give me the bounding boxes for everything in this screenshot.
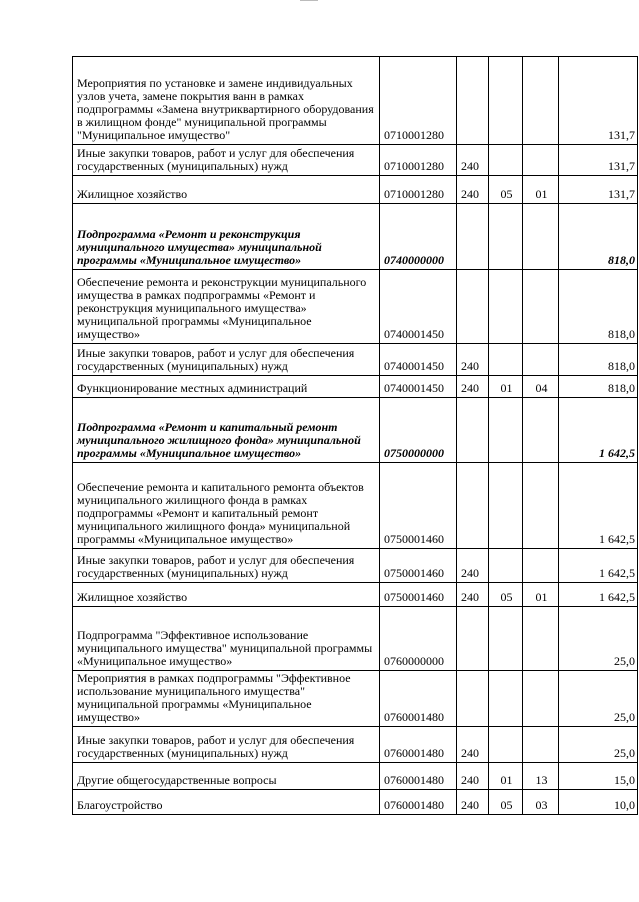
row-name-cell: Подпрограмма "Эффективное использование муниципального имущества" муниципальной программы «Муниципальное имущество»: [73, 607, 380, 671]
budget-table: [72, 56, 638, 815]
row-expense-type-cell: [457, 671, 489, 727]
row-name-cell: Мероприятия по установке и замене индивидуальных узлов учета, замене покрытия ванн в рамках подпрограммы «Замена внутриквартирного оборудования в жилищном фонде" муниципальной программы "Муниципальное имущество": [73, 57, 380, 145]
row-target-code-cell: 0750001460: [380, 583, 457, 607]
row-section-cell: [489, 671, 523, 727]
row-section-cell: 01: [489, 376, 523, 398]
row-target-code-cell: 0760001480: [380, 727, 457, 763]
row-target-code-cell: 0740000000: [380, 204, 457, 270]
row-expense-type-cell: [457, 398, 489, 463]
table-row: [73, 204, 638, 270]
row-sum-cell: 818,0: [559, 344, 638, 376]
row-sum-cell: 131,7: [559, 145, 638, 176]
row-sum-cell: 131,7: [559, 57, 638, 145]
row-sum-cell: 818,0: [559, 376, 638, 398]
row-target-code-cell: 0760000000: [380, 607, 457, 671]
table-row: [73, 270, 638, 344]
row-subsection-cell: [523, 607, 559, 671]
row-target-code-cell: 0740001450: [380, 376, 457, 398]
row-sum-cell: 25,0: [559, 607, 638, 671]
row-subsection-cell: [523, 57, 559, 145]
row-subsection-cell: [523, 727, 559, 763]
row-section-cell: [489, 398, 523, 463]
table-row: [73, 790, 638, 815]
row-expense-type-cell: 240: [457, 549, 489, 583]
table-row: [73, 398, 638, 463]
row-target-code-cell: 0760001480: [380, 671, 457, 727]
table-row: [73, 463, 638, 549]
row-name-cell: Другие общегосударственные вопросы: [73, 763, 380, 790]
row-sum-cell: 1 642,5: [559, 583, 638, 607]
row-section-cell: 05: [489, 176, 523, 204]
row-section-cell: [489, 204, 523, 270]
row-subsection-cell: [523, 344, 559, 376]
row-target-code-cell: 0740001450: [380, 344, 457, 376]
row-target-code-cell: 0740001450: [380, 270, 457, 344]
row-expense-type-cell: 240: [457, 176, 489, 204]
table-row: [73, 583, 638, 607]
row-subsection-cell: [523, 671, 559, 727]
row-section-cell: [489, 344, 523, 376]
row-subsection-cell: 03: [523, 790, 559, 815]
row-target-code-cell: 0710001280: [380, 176, 457, 204]
table-row: [73, 145, 638, 176]
row-section-cell: [489, 549, 523, 583]
row-expense-type-cell: 240: [457, 790, 489, 815]
table-row: [73, 671, 638, 727]
row-section-cell: 05: [489, 790, 523, 815]
row-subsection-cell: [523, 463, 559, 549]
row-subsection-cell: [523, 270, 559, 344]
row-target-code-cell: 0760001480: [380, 763, 457, 790]
row-section-cell: [489, 270, 523, 344]
row-section-cell: [489, 607, 523, 671]
row-expense-type-cell: 240: [457, 376, 489, 398]
row-target-code-cell: 0760001480: [380, 790, 457, 815]
table-row: [73, 176, 638, 204]
row-name-cell: Иные закупки товаров, работ и услуг для обеспечения государственных (муниципальных) нужд: [73, 727, 380, 763]
row-name-cell: Функционирование местных администраций: [73, 376, 380, 398]
row-sum-cell: 10,0: [559, 790, 638, 815]
table-row: [73, 607, 638, 671]
row-sum-cell: 1 642,5: [559, 398, 638, 463]
row-expense-type-cell: 240: [457, 763, 489, 790]
table-row: [73, 344, 638, 376]
table-row: [73, 763, 638, 790]
row-name-cell: Жилищное хозяйство: [73, 176, 380, 204]
row-name-cell: Подпрограмма «Ремонт и капитальный ремонт муниципального жилищного фонда» муниципальной программы «Муниципальное имущество»: [73, 398, 380, 463]
row-name-cell: Иные закупки товаров, работ и услуг для обеспечения государственных (муниципальных) нужд: [73, 145, 380, 176]
row-sum-cell: 1 642,5: [559, 549, 638, 583]
row-sum-cell: 131,7: [559, 176, 638, 204]
row-subsection-cell: 13: [523, 763, 559, 790]
row-expense-type-cell: 240: [457, 727, 489, 763]
row-subsection-cell: [523, 398, 559, 463]
row-section-cell: [489, 145, 523, 176]
row-sum-cell: 25,0: [559, 671, 638, 727]
row-target-code-cell: 0750001460: [380, 463, 457, 549]
row-expense-type-cell: 240: [457, 583, 489, 607]
row-section-cell: 05: [489, 583, 523, 607]
table-row: [73, 727, 638, 763]
row-target-code-cell: 0710001280: [380, 145, 457, 176]
row-section-cell: [489, 57, 523, 145]
row-section-cell: [489, 463, 523, 549]
row-name-cell: Обеспечение ремонта и капитального ремонта объектов муниципального жилищного фонда в рамках подпрограммы «Ремонт и капитальный ремонт муниципального жилищного фонда» муниципальной программы «Муниципальное имущество»: [73, 463, 380, 549]
row-sum-cell: 15,0: [559, 763, 638, 790]
row-sum-cell: 1 642,5: [559, 463, 638, 549]
table-row: [73, 57, 638, 145]
row-name-cell: Подпрограмма «Ремонт и реконструкция муниципального имущества» муниципальной программы «Муниципальное имущество»: [73, 204, 380, 270]
row-target-code-cell: 0750000000: [380, 398, 457, 463]
row-name-cell: Иные закупки товаров, работ и услуг для обеспечения государственных (муниципальных) нужд: [73, 549, 380, 583]
row-expense-type-cell: 240: [457, 145, 489, 176]
row-target-code-cell: 0750001460: [380, 549, 457, 583]
row-expense-type-cell: [457, 607, 489, 671]
row-target-code-cell: 0710001280: [380, 57, 457, 145]
row-name-cell: Обеспечение ремонта и реконструкции муниципального имущества в рамках подпрограммы «Ремонт и реконструкция муниципального имущества» муниципальной программы «Муниципальное имущество»: [73, 270, 380, 344]
row-sum-cell: 25,0: [559, 727, 638, 763]
row-section-cell: [489, 727, 523, 763]
row-name-cell: Мероприятия в рамках подпрограммы "Эффективное использование муниципального имущества" муниципальной программы «Муниципальное имущество»: [73, 671, 380, 727]
row-subsection-cell: [523, 145, 559, 176]
row-section-cell: 01: [489, 763, 523, 790]
table-row: [73, 376, 638, 398]
row-expense-type-cell: [457, 204, 489, 270]
row-expense-type-cell: [457, 57, 489, 145]
row-expense-type-cell: 240: [457, 344, 489, 376]
row-name-cell: Иные закупки товаров, работ и услуг для обеспечения государственных (муниципальных) нужд: [73, 344, 380, 376]
row-expense-type-cell: [457, 270, 489, 344]
row-subsection-cell: [523, 204, 559, 270]
row-subsection-cell: [523, 549, 559, 583]
row-subsection-cell: 04: [523, 376, 559, 398]
page-top-mark: [300, 0, 318, 1]
row-name-cell: Жилищное хозяйство: [73, 583, 380, 607]
row-subsection-cell: 01: [523, 583, 559, 607]
row-expense-type-cell: [457, 463, 489, 549]
row-subsection-cell: 01: [523, 176, 559, 204]
row-sum-cell: 818,0: [559, 204, 638, 270]
row-sum-cell: 818,0: [559, 270, 638, 344]
row-name-cell: Благоустройство: [73, 790, 380, 815]
table-row: [73, 549, 638, 583]
